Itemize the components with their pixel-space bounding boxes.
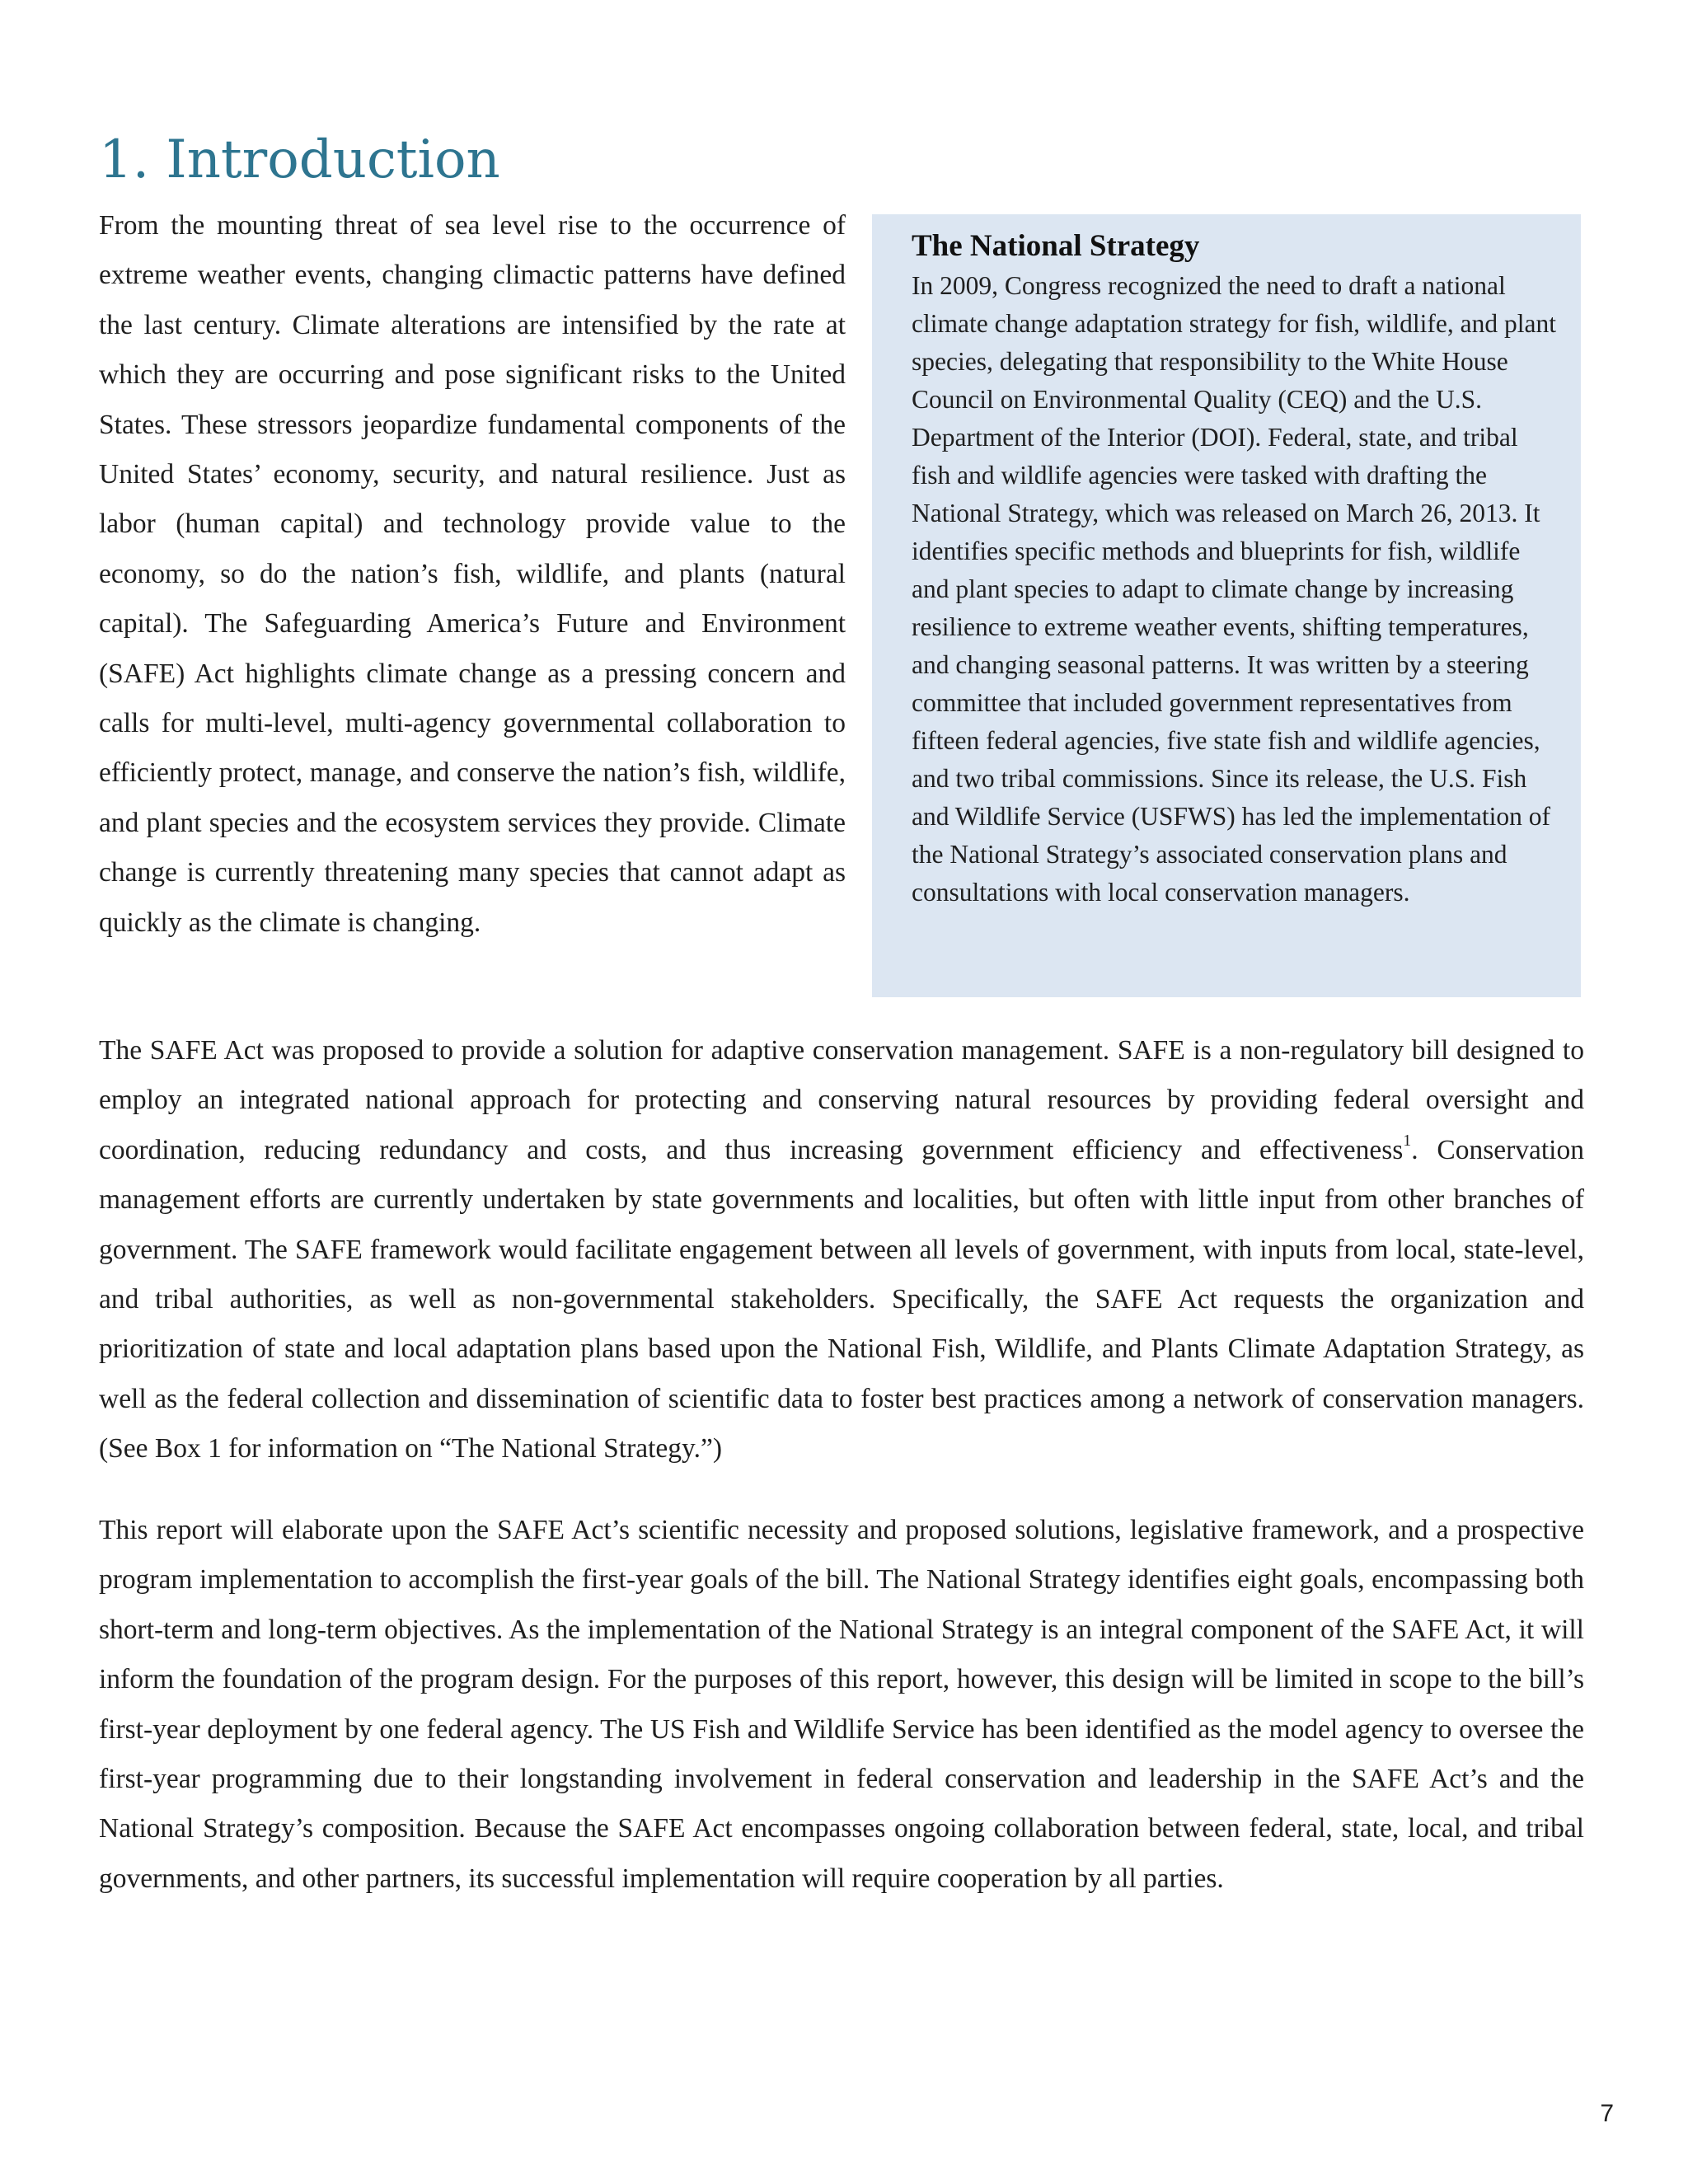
sidebar-title: The National Strategy [912, 229, 1200, 263]
intro-paragraph: From the mounting threat of sea level rise to the occurrence of extreme weather events, changing climactic patterns have defined the last century. Climate alterations are intensified by the rate at which they are occurring and pose significant risks to the United States. These stressors jeopardize fundamental components of the United States’ economy, security, and natural resilience. Just as labor (human capital) and technology provide value to the economy, so do the nation’s fish, wildlife, and plants (natural capital). The Safeguarding America’s Future and Environment (SAFE) Act highlights climate change as a pressing concern and calls for multi-level, multi-agency governmental collaboration to efficiently protect, manage, and conserve the nation’s fish, wildlife, and plant species and the ecosystem services they provide. Climate change is currently threatening many species that cannot adapt as quickly as the climate is changing. [99, 210, 846, 938]
body-paragraph-2-text-b: . Conservation management efforts are currently undertaken by state governments and localities, but often with little input from other branches of government. The SAFE framework would facilitate engagement between all levels of government, with inputs from local, state-level, and tribal authorities, as well as non-governmental stakeholders. Specifically, the SAFE Act requests the organization and prioritization of state and local adaptation plans based upon the National Fish, Wildlife, and Plants Climate Adaptation Strategy, as well as the federal collection and dissemination of scientific data to foster best practices among a network of conservation managers. (See Box 1 for information on “The National Strategy.”) [99, 1134, 1584, 1465]
page-title: 1. Introduction [99, 129, 500, 190]
footnote-ref-1[interactable]: 1 [1403, 1131, 1412, 1150]
national-strategy-box [872, 214, 1581, 997]
body-paragraph-2 [99, 1026, 1584, 1474]
body-paragraph-3: This report will elaborate upon the SAFE Act’s scientific necessity and proposed solutions, legislative framework, and a prospective program implementation to accomplish the first-year goals of the bill. The National Strategy identifies eight goals, encompassing both short-term and long-term objectives. As the implementation of the National Strategy is an integral component of the SAFE Act, it will inform the foundation of the program design. For the purposes of this report, however, this design will be limited in scope to the bill’s first-year deployment by one federal agency. The US Fish and Wildlife Service has been identified as the model agency to oversee the first-year programming due to their longstanding involvement in federal conservation and leadership in the SAFE Act’s and the National Strategy’s composition. Because the SAFE Act encompasses ongoing collaboration between federal, state, local, and tribal governments, and other partners, its successful implementation will require cooperation by all parties. [99, 1515, 1584, 1894]
page-number: 7 [1600, 2100, 1614, 2127]
sidebar-text: In 2009, Congress recognized the need to draft a national climate change adaptation strategy for fish, wildlife, and plant species, delegating that responsibility to the White House Council on Environmental Quality (CEQ) and the U.S. Department of the Interior (DOI). Federal, state, and tribal fish and wildlife agencies were tasked with drafting the National Strategy, which was released on March 26, 2013. It identifies specific methods and blueprints for fish, wildlife and plant species to adapt to climate change by increasing resilience to extreme weather events, shifting temperatures, and changing seasonal patterns. It was written by a steering committee that included government representatives from fifteen federal agencies, five state fish and wildlife agencies, and two tribal commissions. Since its release, the U.S. Fish and Wildlife Service (USFWS) has led the implementation of the National Strategy’s associated conservation plans and consultations with local conservation managers. [912, 271, 1556, 907]
body-paragraph-2-text-a: The SAFE Act was proposed to provide a solution for adaptive conservation management. SAFE is a non-regulatory bill designed to employ an integrated national approach for protecting and conserving natural resources by providing federal oversight and coordination, reducing redundancy and costs, and thus increasing government efficiency and effectiveness [99, 1035, 1584, 1165]
